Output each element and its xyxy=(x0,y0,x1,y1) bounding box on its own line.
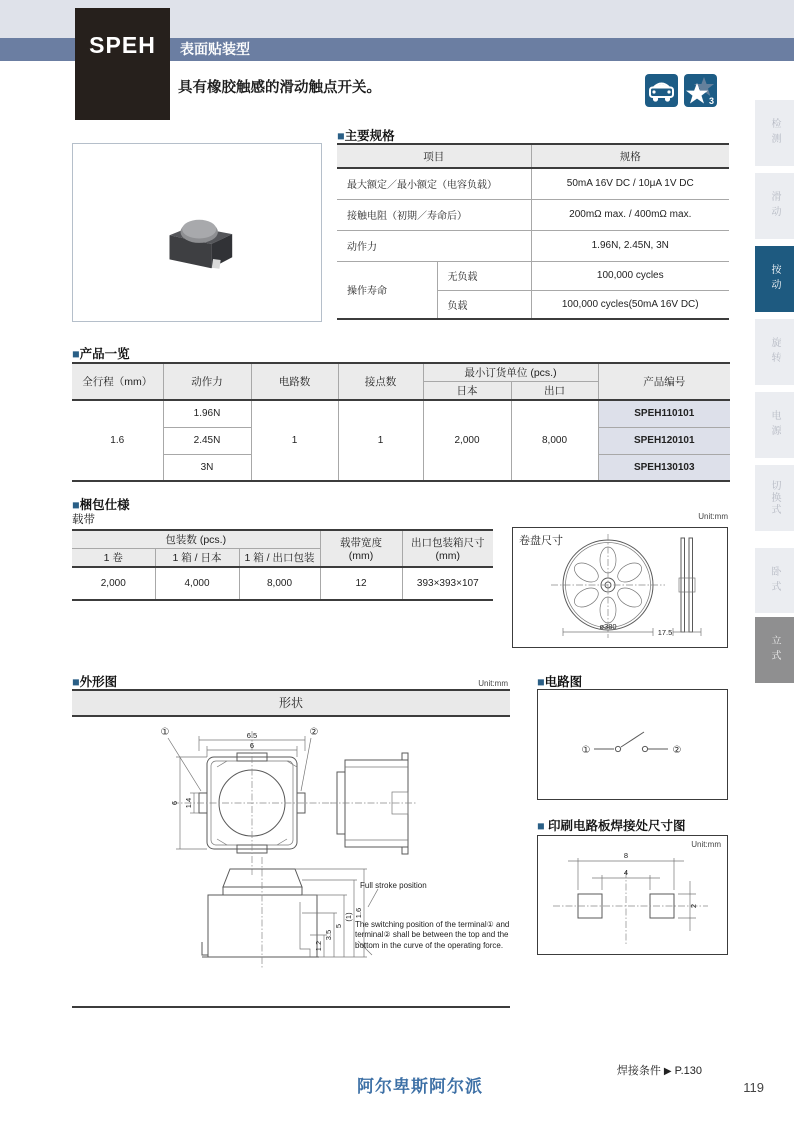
automotive-icon xyxy=(645,74,678,107)
table-row: 接触电阻（初期／寿命后） 200mΩ max. / 400mΩ max. xyxy=(337,199,729,230)
products-table xyxy=(72,362,730,482)
pcb-land-drawing xyxy=(538,836,726,953)
dim-width-outer: 6.5 xyxy=(246,731,258,740)
full-stroke-label: Full stroke position xyxy=(360,881,427,890)
header-box-export: 1 箱 / 出口包装 xyxy=(239,549,320,568)
dim-5: 5 xyxy=(334,923,343,929)
table-row: 动作力 1.96N, 2.45N, 3N xyxy=(337,230,729,261)
sidebar-tab-vertical[interactable]: 立式 xyxy=(755,617,794,683)
model-box xyxy=(75,8,170,120)
dim-1-6: 1.6 xyxy=(354,907,363,919)
table-row: 最大额定／最小额定（电容负载） 50mA 16V DC / 10μA 1V DC xyxy=(337,168,729,199)
section-marker: ■ xyxy=(72,347,80,361)
table-row: 3N SPEH130103 xyxy=(72,454,730,481)
model-name: SPEH xyxy=(89,31,156,58)
top-view xyxy=(161,727,332,875)
circuit-terminal-2: ② xyxy=(672,745,682,756)
reel-dimensions-box xyxy=(512,527,728,648)
pcb-section-title: ■ 印刷电路板焊接处尺寸图 xyxy=(537,819,686,833)
sidebar-tab-power[interactable]: 电源 xyxy=(755,392,794,458)
dim-height-body: 6 xyxy=(170,800,179,806)
header-part: 产品编号 xyxy=(598,363,730,400)
sidebar-tab-push[interactable]: 按动 xyxy=(755,246,794,312)
switching-position-note: The switching position of the terminal① and terminal② shall be between the top and the bottom in the curve of the operating force. xyxy=(355,920,510,950)
circuit-terminal-1: ① xyxy=(581,745,591,756)
outline-drawing xyxy=(72,717,510,1005)
table-row: 负载 100,000 cycles(50mA 16V DC) xyxy=(337,290,729,319)
dim-1-2: 1.2 xyxy=(314,940,323,952)
col-item-header: 项目 xyxy=(337,144,531,168)
header-export: 出口 xyxy=(511,382,598,401)
brand-logo: 阿尔卑斯阿尔派 xyxy=(357,1077,483,1096)
dim-3-5: 3.5 xyxy=(324,929,333,941)
sidebar-tab-horizontal[interactable]: 卧式 xyxy=(755,548,794,613)
switch-photo-drawing xyxy=(142,188,252,278)
side-view xyxy=(330,753,416,854)
table-row: 2.45N SPEH120101 xyxy=(72,427,730,454)
circuit-section-title: ■电路图 xyxy=(537,675,583,689)
pcb-dim-8: 8 xyxy=(623,851,629,860)
soldering-conditions-link[interactable]: 焊接条件 ▶ P.130 xyxy=(616,1065,702,1077)
header-circuits: 电路数 xyxy=(251,363,338,400)
front-view xyxy=(202,857,378,969)
products-header-row-1 xyxy=(72,363,730,382)
reel-box-title: 卷盘尺寸 xyxy=(519,535,563,547)
section-marker: ■ xyxy=(537,819,545,833)
packaging-header-row-1 xyxy=(72,530,493,549)
table-row: 1.6 1.96N 1 1 2,000 8,000 SPEH110101 xyxy=(72,400,730,427)
page-number: 119 xyxy=(743,1080,764,1095)
part-number: SPEH120101 xyxy=(598,427,730,454)
sidebar-tab-slide[interactable]: 滑动 xyxy=(755,173,794,239)
section-marker: ■ xyxy=(537,675,545,689)
table-row: 操作寿命 无负载 100,000 cycles xyxy=(337,261,729,290)
sidebar-tab-toggle[interactable]: 切换式 xyxy=(755,465,794,531)
pcb-unit-label: Unit:mm xyxy=(691,840,721,849)
header-force: 动作力 xyxy=(163,363,251,400)
part-number: SPEH110101 xyxy=(598,400,730,427)
circuit-drawing xyxy=(538,690,726,798)
shape-header-bar: 形状 xyxy=(72,689,510,717)
products-section-title: ■产品一览 xyxy=(72,347,130,361)
sidebar-tab-detect[interactable]: 检测 xyxy=(755,100,794,166)
outline-drawing-area xyxy=(72,717,510,1008)
section-marker: ■ xyxy=(72,675,80,689)
outline-unit-label: Unit:mm xyxy=(478,679,508,688)
star-rank-icon xyxy=(684,74,717,107)
specs-section-title: ■主要规格 xyxy=(337,129,395,143)
terminal-1-callout: ① xyxy=(160,727,170,738)
product-description: 具有橡胶触感的滑动触点开关。 xyxy=(178,80,381,96)
dim-width-body: 6 xyxy=(249,741,255,750)
dim-terminal-height: 1.4 xyxy=(184,797,193,809)
dim-switch-pos: (1) xyxy=(344,912,353,922)
header-japan: 日本 xyxy=(423,382,511,401)
header-box-japan: 1 箱 / 日本 xyxy=(155,549,239,568)
packaging-subtitle: 载带 xyxy=(72,514,95,526)
arrow-right-icon: ▶ xyxy=(663,1066,672,1077)
header-contacts: 接点数 xyxy=(338,363,423,400)
table-row: 2,000 4,000 8,000 12 393×393×107 xyxy=(72,567,493,600)
circuit-diagram-box xyxy=(537,689,728,800)
header-tape-width: 载带宽度 (mm) xyxy=(320,530,402,567)
header-travel: 全行程（mm） xyxy=(72,363,163,400)
specs-table xyxy=(337,143,729,320)
col-spec-header: 规格 xyxy=(531,144,729,168)
header-carton: 出口包装箱尺寸 (mm) xyxy=(402,530,493,567)
series-type-label: 表面贴装型 xyxy=(180,41,250,57)
pcb-dim-4: 4 xyxy=(623,868,629,877)
header-reel: 1 卷 xyxy=(72,549,155,568)
pcb-dim-2: 2 xyxy=(689,903,698,909)
reel-diameter-dim: ø380 xyxy=(599,622,617,631)
header-qty: 包装数 (pcs.) xyxy=(72,530,320,549)
header-moq: 最小订货单位 (pcs.) xyxy=(423,363,598,382)
sidebar-tab-rotate[interactable]: 旋转 xyxy=(755,319,794,385)
specs-header-row xyxy=(337,144,729,168)
section-marker: ■ xyxy=(72,498,80,512)
packaging-table xyxy=(72,529,493,601)
star-badge-number: 3 xyxy=(709,96,715,106)
terminal-2-callout: ② xyxy=(309,727,319,738)
product-photo xyxy=(72,143,322,322)
reel-width-dim: 17.5 xyxy=(657,628,673,637)
packaging-section-title: ■梱包仕様 xyxy=(72,498,130,512)
section-marker: ■ xyxy=(337,129,345,143)
outline-section-title: ■外形图 xyxy=(72,675,118,689)
reel-unit-label: Unit:mm xyxy=(698,512,728,521)
part-number: SPEH130103 xyxy=(598,454,730,481)
pcb-land-box xyxy=(537,835,728,955)
